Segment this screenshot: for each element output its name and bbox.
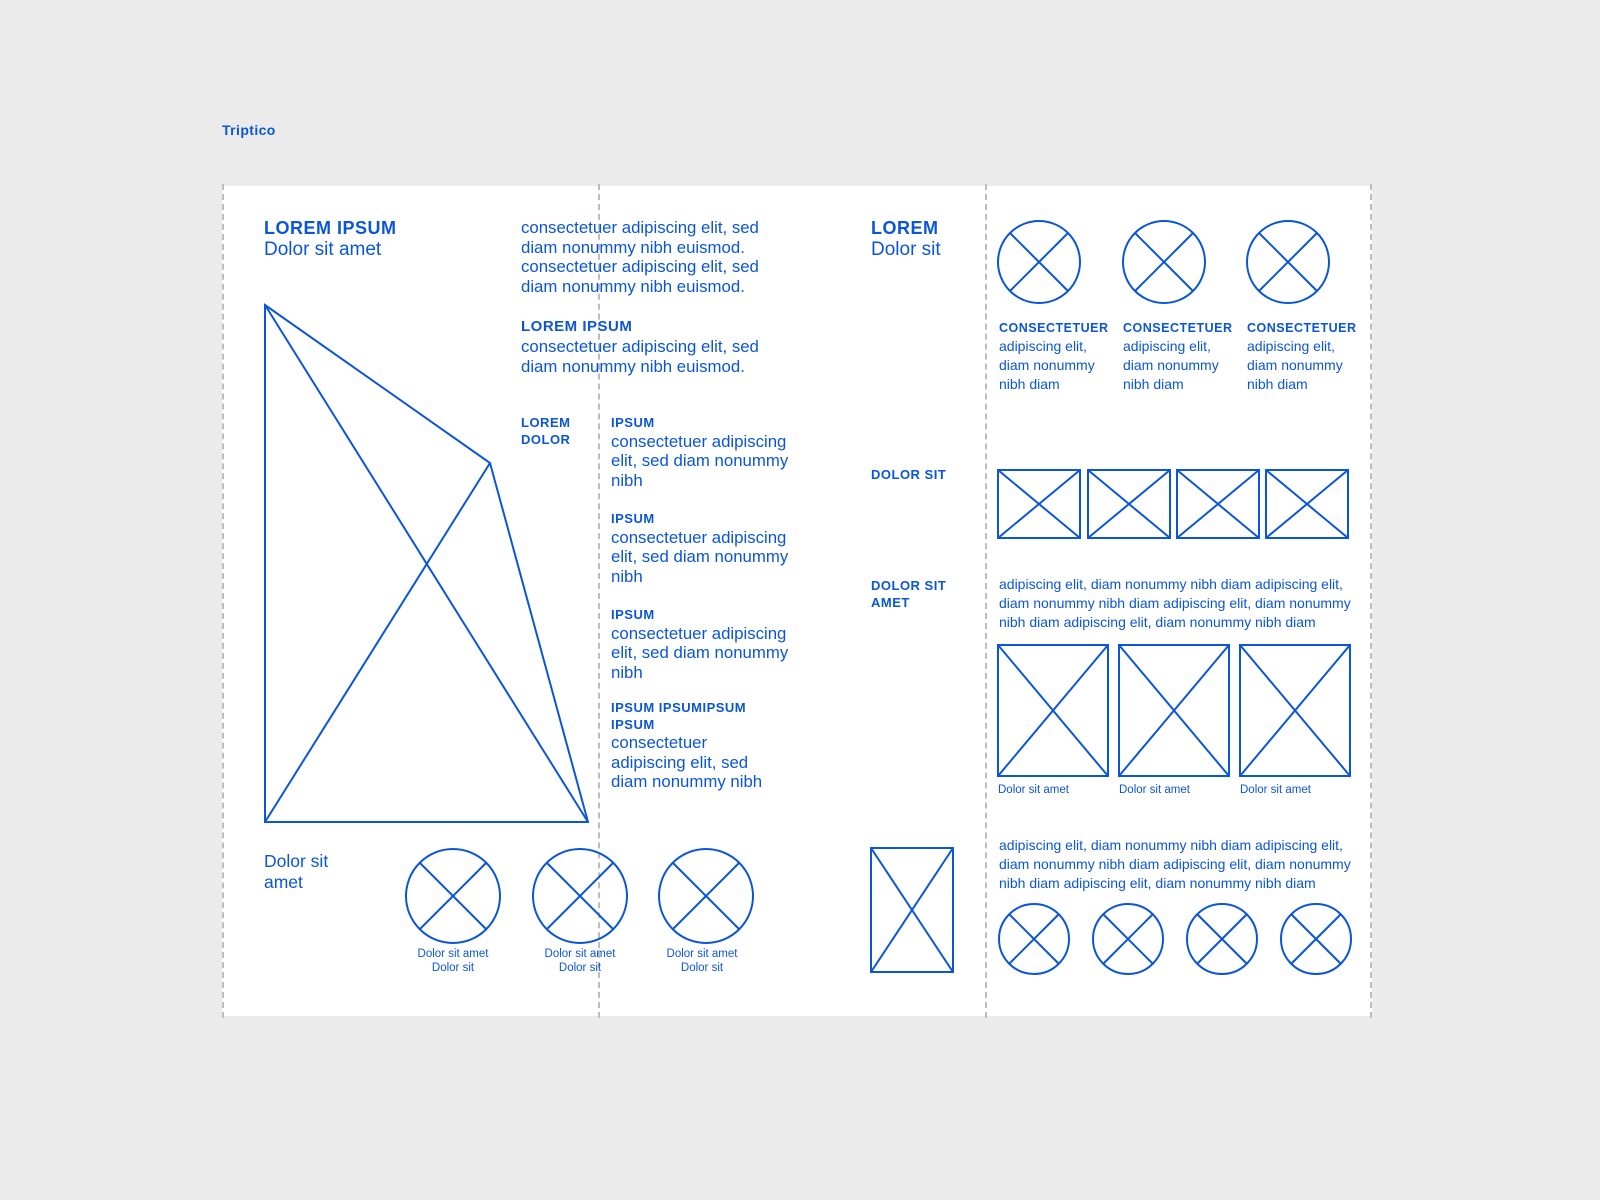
item-text: adipiscing elit, diam nonummy nibh diam xyxy=(1247,337,1343,392)
item-heading: CONSECTETUER xyxy=(1247,321,1357,335)
caption-line: Dolor sit amet xyxy=(417,948,489,960)
image-placeholder-icon xyxy=(1265,469,1349,539)
panel2-side-label: LOREM DOLOR xyxy=(521,415,571,447)
item-heading: IPSUM xyxy=(611,511,655,526)
caption-line: Dolor sit xyxy=(431,961,475,974)
image-placeholder-icon xyxy=(1118,644,1230,777)
panel3-paragraph-2: adipiscing elit, diam nonummy nibh diam adipiscing elit, diam nonummy nibh diam adipiscing elit, diam nonummy nibh diam adipiscing elit, diam nonummy nibh diam xyxy=(999,837,1351,891)
list-item xyxy=(611,700,786,792)
item-heading: IPSUM IPSUMIPSUM IPSUM xyxy=(611,700,747,732)
list-item xyxy=(611,511,796,586)
circle-item xyxy=(999,320,1119,394)
image-placeholder-icon xyxy=(1087,469,1171,539)
panel1-heading: LOREM IPSUM xyxy=(264,218,397,238)
circle-caption xyxy=(652,948,752,975)
circle-placeholder-icon xyxy=(404,847,502,945)
list-item xyxy=(611,415,796,490)
panel1-bottom-label: Dolor sit amet xyxy=(264,851,329,892)
image-placeholder-icon xyxy=(997,469,1081,539)
circle-placeholder-icon xyxy=(997,902,1071,976)
panel3-heading: LOREM xyxy=(871,218,939,238)
caption-line: Dolor sit xyxy=(680,961,724,974)
panel2-section-text: consectetuer adipiscing elit, sed diam nonummy nibh euismod. xyxy=(521,337,759,376)
panel3-subheading: Dolor sit xyxy=(871,239,941,260)
item-heading: CONSECTETUER xyxy=(999,321,1109,335)
circle-placeholder-icon xyxy=(1122,220,1206,304)
item-heading: IPSUM xyxy=(611,607,655,622)
circle-placeholder-icon xyxy=(1246,220,1330,304)
circle-placeholder-icon xyxy=(1185,902,1259,976)
page-title: Triptico xyxy=(222,122,276,138)
image-caption: Dolor sit amet xyxy=(998,784,1069,796)
panel3-paragraph-1: adipiscing elit, diam nonummy nibh diam adipiscing elit, diam nonummy nibh diam adipiscing elit, diam nonummy nibh diam adipiscing elit, diam nonummy nibh diam xyxy=(999,576,1351,630)
item-text: consectetuer adipiscing elit, sed diam nonummy nibh xyxy=(611,431,789,490)
label-dolor-sit: DOLOR SIT xyxy=(871,467,947,482)
circle-caption xyxy=(403,948,503,975)
circle-placeholder-icon xyxy=(997,220,1081,304)
circle-item xyxy=(1123,320,1243,394)
image-placeholder-icon xyxy=(1239,644,1351,777)
list-item xyxy=(611,607,796,682)
item-text: consectetuer adipiscing elit, sed diam nonummy nibh xyxy=(611,733,763,791)
image-caption: Dolor sit amet xyxy=(1119,784,1190,796)
item-text: adipiscing elit, diam nonummy nibh diam xyxy=(1123,337,1219,392)
image-placeholder-icon xyxy=(1176,469,1260,539)
panel1-subheading: Dolor sit amet xyxy=(264,239,382,260)
caption-line: Dolor sit amet xyxy=(544,948,616,960)
circle-caption xyxy=(530,948,630,975)
circle-placeholder-icon xyxy=(657,847,755,945)
circle-placeholder-icon xyxy=(1091,902,1165,976)
caption-line: Dolor sit amet xyxy=(666,948,738,960)
caption-line: Dolor sit xyxy=(558,961,602,974)
panel2-intro-text: consectetuer adipiscing elit, sed diam nonummy nibh euismod. consectetuer adipiscing elit, sed diam nonummy nibh euismod. xyxy=(521,218,759,296)
circle-item xyxy=(1247,320,1367,394)
image-placeholder-icon xyxy=(997,644,1109,777)
item-heading: CONSECTETUER xyxy=(1123,321,1233,335)
circle-placeholder-icon xyxy=(531,847,629,945)
label-dolor-sit-amet: DOLOR SIT AMET xyxy=(871,578,947,610)
image-placeholder-icon xyxy=(870,847,954,973)
image-caption: Dolor sit amet xyxy=(1240,784,1311,796)
item-text: adipiscing elit, diam nonummy nibh diam xyxy=(999,337,1095,392)
item-text: consectetuer adipiscing elit, sed diam nonummy nibh xyxy=(611,623,789,682)
circle-placeholder-icon xyxy=(1279,902,1353,976)
item-heading: IPSUM xyxy=(611,415,655,430)
item-text: consectetuer adipiscing elit, sed diam nonummy nibh xyxy=(611,527,789,586)
panel2-section-heading: LOREM IPSUM xyxy=(521,318,633,335)
